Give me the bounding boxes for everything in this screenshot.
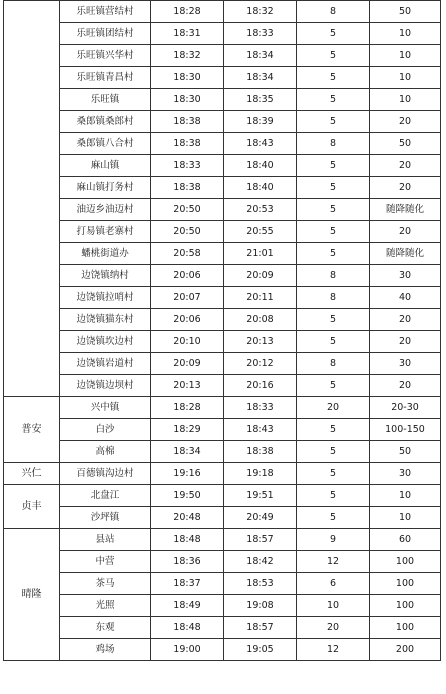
table-row <box>4 67 441 89</box>
end-time-cell: 18:34 <box>224 67 297 89</box>
location-cell: 沙坪镇 <box>60 507 151 529</box>
duration-cell: 5 <box>297 45 370 67</box>
location-cell: 桑郎镇桑郎村 <box>60 111 151 133</box>
duration-cell: 8 <box>297 287 370 309</box>
diameter-cell: 随降随化 <box>370 199 441 221</box>
start-time-cell: 20:50 <box>151 221 224 243</box>
diameter-cell: 100 <box>370 595 441 617</box>
table-row <box>4 221 441 243</box>
start-time-cell: 18:48 <box>151 617 224 639</box>
end-time-cell: 18:38 <box>224 441 297 463</box>
location-cell: 打易镇老寨村 <box>60 221 151 243</box>
hail-duration-table <box>3 0 441 661</box>
table-row <box>4 595 441 617</box>
table-row <box>4 177 441 199</box>
duration-cell: 5 <box>297 155 370 177</box>
county-cell: 兴仁 <box>4 463 60 485</box>
duration-cell: 8 <box>297 265 370 287</box>
diameter-cell: 100 <box>370 551 441 573</box>
end-time-cell: 20:12 <box>224 353 297 375</box>
diameter-cell: 50 <box>370 133 441 155</box>
table-row <box>4 617 441 639</box>
start-time-cell: 18:28 <box>151 397 224 419</box>
location-cell: 县站 <box>60 529 151 551</box>
location-cell: 乐旺镇营结村 <box>60 1 151 23</box>
diameter-cell: 60 <box>370 529 441 551</box>
location-cell: 边饶镇岩道村 <box>60 353 151 375</box>
location-cell: 北盘江 <box>60 485 151 507</box>
table-row <box>4 529 441 551</box>
end-time-cell: 18:43 <box>224 133 297 155</box>
end-time-cell: 20:49 <box>224 507 297 529</box>
county-cell: 普安 <box>4 397 60 463</box>
table-row <box>4 133 441 155</box>
diameter-cell: 10 <box>370 485 441 507</box>
start-time-cell: 20:06 <box>151 309 224 331</box>
diameter-cell: 50 <box>370 1 441 23</box>
diameter-cell: 100-150 <box>370 419 441 441</box>
table-row <box>4 485 441 507</box>
diameter-cell: 10 <box>370 89 441 111</box>
start-time-cell: 18:30 <box>151 67 224 89</box>
end-time-cell: 20:16 <box>224 375 297 397</box>
start-time-cell: 20:06 <box>151 265 224 287</box>
diameter-cell: 10 <box>370 23 441 45</box>
start-time-cell: 19:16 <box>151 463 224 485</box>
start-time-cell: 20:58 <box>151 243 224 265</box>
end-time-cell: 19:51 <box>224 485 297 507</box>
table-row <box>4 353 441 375</box>
start-time-cell: 18:30 <box>151 89 224 111</box>
location-cell: 麻山镇 <box>60 155 151 177</box>
start-time-cell: 18:37 <box>151 573 224 595</box>
start-time-cell: 20:10 <box>151 331 224 353</box>
start-time-cell: 19:00 <box>151 639 224 661</box>
table-row <box>4 507 441 529</box>
end-time-cell: 18:32 <box>224 1 297 23</box>
duration-cell: 5 <box>297 309 370 331</box>
duration-cell: 8 <box>297 353 370 375</box>
location-cell: 边饶镇拉哨村 <box>60 287 151 309</box>
duration-cell: 20 <box>297 397 370 419</box>
location-cell: 边饶镇边坝村 <box>60 375 151 397</box>
end-time-cell: 18:40 <box>224 155 297 177</box>
start-time-cell: 20:07 <box>151 287 224 309</box>
table-row <box>4 331 441 353</box>
duration-cell: 5 <box>297 463 370 485</box>
start-time-cell: 18:28 <box>151 1 224 23</box>
diameter-cell: 30 <box>370 265 441 287</box>
end-time-cell: 18:35 <box>224 89 297 111</box>
location-cell: 兴中镇 <box>60 397 151 419</box>
location-cell: 百德镇沟边村 <box>60 463 151 485</box>
table-row <box>4 375 441 397</box>
diameter-cell: 100 <box>370 617 441 639</box>
table-row <box>4 155 441 177</box>
duration-cell: 20 <box>297 617 370 639</box>
diameter-cell: 20 <box>370 177 441 199</box>
start-time-cell: 20:09 <box>151 353 224 375</box>
table-row <box>4 89 441 111</box>
table-row <box>4 639 441 661</box>
start-time-cell: 18:33 <box>151 155 224 177</box>
table-row <box>4 309 441 331</box>
duration-cell: 12 <box>297 639 370 661</box>
duration-cell: 5 <box>297 221 370 243</box>
diameter-cell: 10 <box>370 45 441 67</box>
start-time-cell: 18:32 <box>151 45 224 67</box>
table-row <box>4 265 441 287</box>
start-time-cell: 20:50 <box>151 199 224 221</box>
start-time-cell: 20:13 <box>151 375 224 397</box>
location-cell: 中营 <box>60 551 151 573</box>
end-time-cell: 18:34 <box>224 45 297 67</box>
diameter-cell: 10 <box>370 507 441 529</box>
duration-cell: 8 <box>297 133 370 155</box>
duration-cell: 5 <box>297 375 370 397</box>
duration-cell: 5 <box>297 485 370 507</box>
end-time-cell: 18:40 <box>224 177 297 199</box>
location-cell: 茶马 <box>60 573 151 595</box>
start-time-cell: 18:38 <box>151 111 224 133</box>
duration-cell: 5 <box>297 23 370 45</box>
table-row <box>4 419 441 441</box>
start-time-cell: 18:48 <box>151 529 224 551</box>
end-time-cell: 19:08 <box>224 595 297 617</box>
end-time-cell: 18:42 <box>224 551 297 573</box>
end-time-cell: 21:01 <box>224 243 297 265</box>
location-cell: 蟠桃街道办 <box>60 243 151 265</box>
diameter-cell: 随降随化 <box>370 243 441 265</box>
start-time-cell: 18:38 <box>151 133 224 155</box>
duration-cell: 5 <box>297 111 370 133</box>
duration-cell: 5 <box>297 89 370 111</box>
location-cell: 乐旺镇兴华村 <box>60 45 151 67</box>
duration-cell: 5 <box>297 67 370 89</box>
start-time-cell: 20:48 <box>151 507 224 529</box>
table-row <box>4 573 441 595</box>
table-row <box>4 551 441 573</box>
location-cell: 油迈乡油迈村 <box>60 199 151 221</box>
duration-cell: 10 <box>297 595 370 617</box>
end-time-cell: 20:13 <box>224 331 297 353</box>
diameter-cell: 10 <box>370 67 441 89</box>
county-cell: 晴隆 <box>4 529 60 661</box>
table-row <box>4 23 441 45</box>
location-cell: 边饶镇纳村 <box>60 265 151 287</box>
location-cell: 桑郎镇八合村 <box>60 133 151 155</box>
start-time-cell: 18:38 <box>151 177 224 199</box>
table-row <box>4 287 441 309</box>
duration-cell: 9 <box>297 529 370 551</box>
duration-cell: 12 <box>297 551 370 573</box>
table-row <box>4 441 441 463</box>
start-time-cell: 18:31 <box>151 23 224 45</box>
duration-cell: 5 <box>297 177 370 199</box>
diameter-cell: 30 <box>370 353 441 375</box>
end-time-cell: 20:53 <box>224 199 297 221</box>
location-cell: 高棉 <box>60 441 151 463</box>
table-row <box>4 397 441 419</box>
end-time-cell: 18:57 <box>224 617 297 639</box>
diameter-cell: 30 <box>370 463 441 485</box>
location-cell: 鸡场 <box>60 639 151 661</box>
location-cell: 边饶镇坎边村 <box>60 331 151 353</box>
end-time-cell: 18:43 <box>224 419 297 441</box>
duration-cell: 5 <box>297 243 370 265</box>
table-row <box>4 45 441 67</box>
diameter-cell: 20 <box>370 111 441 133</box>
diameter-cell: 200 <box>370 639 441 661</box>
start-time-cell: 18:34 <box>151 441 224 463</box>
diameter-cell: 20 <box>370 221 441 243</box>
location-cell: 乐旺镇团结村 <box>60 23 151 45</box>
end-time-cell: 20:08 <box>224 309 297 331</box>
diameter-cell: 20 <box>370 155 441 177</box>
start-time-cell: 18:29 <box>151 419 224 441</box>
table-row <box>4 199 441 221</box>
duration-cell: 6 <box>297 573 370 595</box>
table-row <box>4 463 441 485</box>
end-time-cell: 18:57 <box>224 529 297 551</box>
table-body <box>4 1 441 661</box>
location-cell: 麻山镇打务村 <box>60 177 151 199</box>
end-time-cell: 20:11 <box>224 287 297 309</box>
diameter-cell: 20 <box>370 375 441 397</box>
table-row <box>4 1 441 23</box>
diameter-cell: 100 <box>370 573 441 595</box>
end-time-cell: 18:53 <box>224 573 297 595</box>
end-time-cell: 19:05 <box>224 639 297 661</box>
end-time-cell: 18:33 <box>224 397 297 419</box>
location-cell: 乐旺镇青昌村 <box>60 67 151 89</box>
diameter-cell: 50 <box>370 441 441 463</box>
location-cell: 白沙 <box>60 419 151 441</box>
diameter-cell: 20 <box>370 309 441 331</box>
table-row <box>4 243 441 265</box>
location-cell: 东观 <box>60 617 151 639</box>
end-time-cell: 20:55 <box>224 221 297 243</box>
end-time-cell: 20:09 <box>224 265 297 287</box>
end-time-cell: 18:39 <box>224 111 297 133</box>
duration-cell: 8 <box>297 1 370 23</box>
start-time-cell: 18:49 <box>151 595 224 617</box>
table-row <box>4 111 441 133</box>
county-cell <box>4 1 60 397</box>
duration-cell: 5 <box>297 331 370 353</box>
duration-cell: 5 <box>297 199 370 221</box>
diameter-cell: 20 <box>370 331 441 353</box>
location-cell: 光照 <box>60 595 151 617</box>
diameter-cell: 40 <box>370 287 441 309</box>
location-cell: 边饶镇猫东村 <box>60 309 151 331</box>
diameter-cell: 20-30 <box>370 397 441 419</box>
duration-cell: 5 <box>297 441 370 463</box>
duration-cell: 5 <box>297 419 370 441</box>
location-cell: 乐旺镇 <box>60 89 151 111</box>
start-time-cell: 19:50 <box>151 485 224 507</box>
county-cell: 贞丰 <box>4 485 60 529</box>
end-time-cell: 19:18 <box>224 463 297 485</box>
end-time-cell: 18:33 <box>224 23 297 45</box>
start-time-cell: 18:36 <box>151 551 224 573</box>
duration-cell: 5 <box>297 507 370 529</box>
